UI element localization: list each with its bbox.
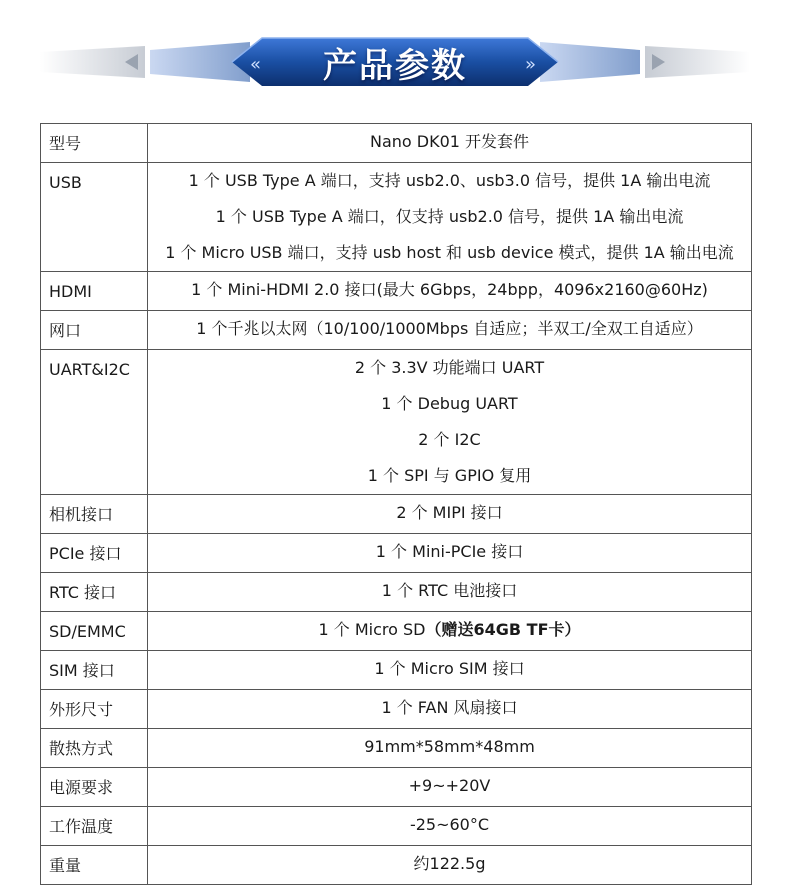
spec-value-line: -25~60°C: [409, 815, 490, 834]
spec-label-cell: [41, 163, 148, 272]
table-row: [41, 729, 752, 768]
spec-value-line: 1 个 Debug UART: [381, 394, 518, 413]
table-row: [41, 163, 752, 272]
spec-value-cell: [148, 846, 752, 885]
spec-label: 重量: [49, 856, 82, 875]
spec-label-cell: [41, 729, 148, 768]
spec-label: UART&I2C: [49, 360, 130, 379]
spec-label: HDMI: [49, 282, 92, 301]
spec-value-line: 1 个 Mini-HDMI 2.0 接口(最大 6Gbps，24bpp，4096x2160@60Hz): [191, 280, 708, 299]
spec-value-line: 1 个 RTC 电池接口: [381, 581, 518, 600]
table-row: [41, 573, 752, 612]
spec-value-cell: [148, 573, 752, 612]
spec-value-cell: [148, 495, 752, 534]
spec-value-cell: [148, 612, 752, 651]
spec-value-cell: [148, 690, 752, 729]
table-row: [41, 846, 752, 885]
table-row: [41, 768, 752, 807]
table-row: [41, 651, 752, 690]
spec-value-line: 1 个 Micro SIM 接口: [374, 659, 525, 678]
spec-value-line: 1 个 Micro USB 端口，支持 usb host 和 usb device 模式，提供 1A 输出电流: [165, 243, 734, 262]
spec-value-line: 2 个 3.3V 功能端口 UART: [354, 358, 545, 377]
spec-label: SD/EMMC: [49, 622, 126, 641]
spec-label-cell: [41, 573, 148, 612]
spec-label: SIM 接口: [49, 661, 115, 680]
spec-label-cell: [41, 690, 148, 729]
spec-label-cell: [41, 272, 148, 311]
spec-value-cell: [148, 311, 752, 350]
spec-label: 网口: [49, 321, 82, 340]
spec-value-cell: [148, 768, 752, 807]
spec-label: RTC 接口: [49, 583, 117, 602]
spec-value-cell: [148, 272, 752, 311]
spec-value-cell: [148, 350, 752, 495]
spec-label: PCIe 接口: [49, 544, 122, 563]
spec-label: USB: [49, 173, 82, 192]
table-row: [41, 807, 752, 846]
spec-value-line: 1 个 USB Type A 端口，支持 usb2.0、usb3.0 信号，提供 1A 输出电流: [188, 171, 711, 190]
spec-table: [40, 123, 752, 885]
spec-value-line: 91mm*58mm*48mm: [364, 737, 535, 756]
header-banner: [0, 0, 790, 110]
spec-label: 型号: [49, 134, 82, 153]
spec-value-line: +9~+20V: [408, 776, 491, 795]
spec-label: 外形尺寸: [49, 700, 114, 719]
spec-value-line: 1 个 Micro SD（赠送64GB TF卡）: [318, 620, 581, 639]
table-row: [41, 690, 752, 729]
spec-value-cell: [148, 729, 752, 768]
spec-value-line: 2 个 I2C: [418, 430, 481, 449]
table-row: [41, 534, 752, 573]
spec-label-cell: [41, 807, 148, 846]
spec-label: 散热方式: [49, 739, 114, 758]
spec-label-cell: [41, 651, 148, 690]
spec-value-cell: [148, 163, 752, 272]
spec-value-line: Nano DK01 开发套件: [369, 132, 530, 151]
spec-value-line: 1 个 FAN 风扇接口: [381, 698, 518, 717]
spec-value-line: 约122.5g: [413, 854, 486, 873]
table-row: [41, 350, 752, 495]
spec-label-cell: [41, 846, 148, 885]
spec-value-line: 1 个 SPI 与 GPIO 复用: [367, 466, 532, 485]
spec-label-cell: [41, 612, 148, 651]
spec-value-line: 1 个 Mini-PCIe 接口: [375, 542, 524, 561]
spec-value-line: 1 个千兆以太网（10/100/1000Mbps 自适应；半双工/全双工自适应）: [196, 319, 703, 338]
spec-label-cell: [41, 534, 148, 573]
table-row: [41, 311, 752, 350]
spec-value-cell: [148, 124, 752, 163]
table-row: [41, 495, 752, 534]
table-row: [41, 272, 752, 311]
page-title: 产品参数: [323, 46, 467, 86]
spec-value-cell: [148, 651, 752, 690]
spec-label: 工作温度: [49, 817, 114, 836]
spec-value-line: 2 个 MIPI 接口: [396, 503, 503, 522]
table-row: [41, 124, 752, 163]
spec-label: 电源要求: [49, 778, 114, 797]
spec-value-line: 1 个 USB Type A 端口，仅支持 usb2.0 信号，提供 1A 输出电流: [215, 207, 684, 226]
spec-value-cell: [148, 534, 752, 573]
spec-label-cell: [41, 311, 148, 350]
spec-table-body: [41, 124, 752, 885]
spec-value-note: （赠送64GB TF卡）: [425, 620, 581, 639]
table-row: [41, 612, 752, 651]
svg-text:»: »: [525, 54, 537, 75]
spec-label-cell: [41, 495, 148, 534]
spec-label-cell: [41, 768, 148, 807]
spec-label-cell: [41, 350, 148, 495]
spec-label-cell: [41, 124, 148, 163]
spec-label: 相机接口: [49, 505, 114, 524]
spec-value-cell: [148, 807, 752, 846]
svg-text:«: «: [250, 54, 262, 75]
